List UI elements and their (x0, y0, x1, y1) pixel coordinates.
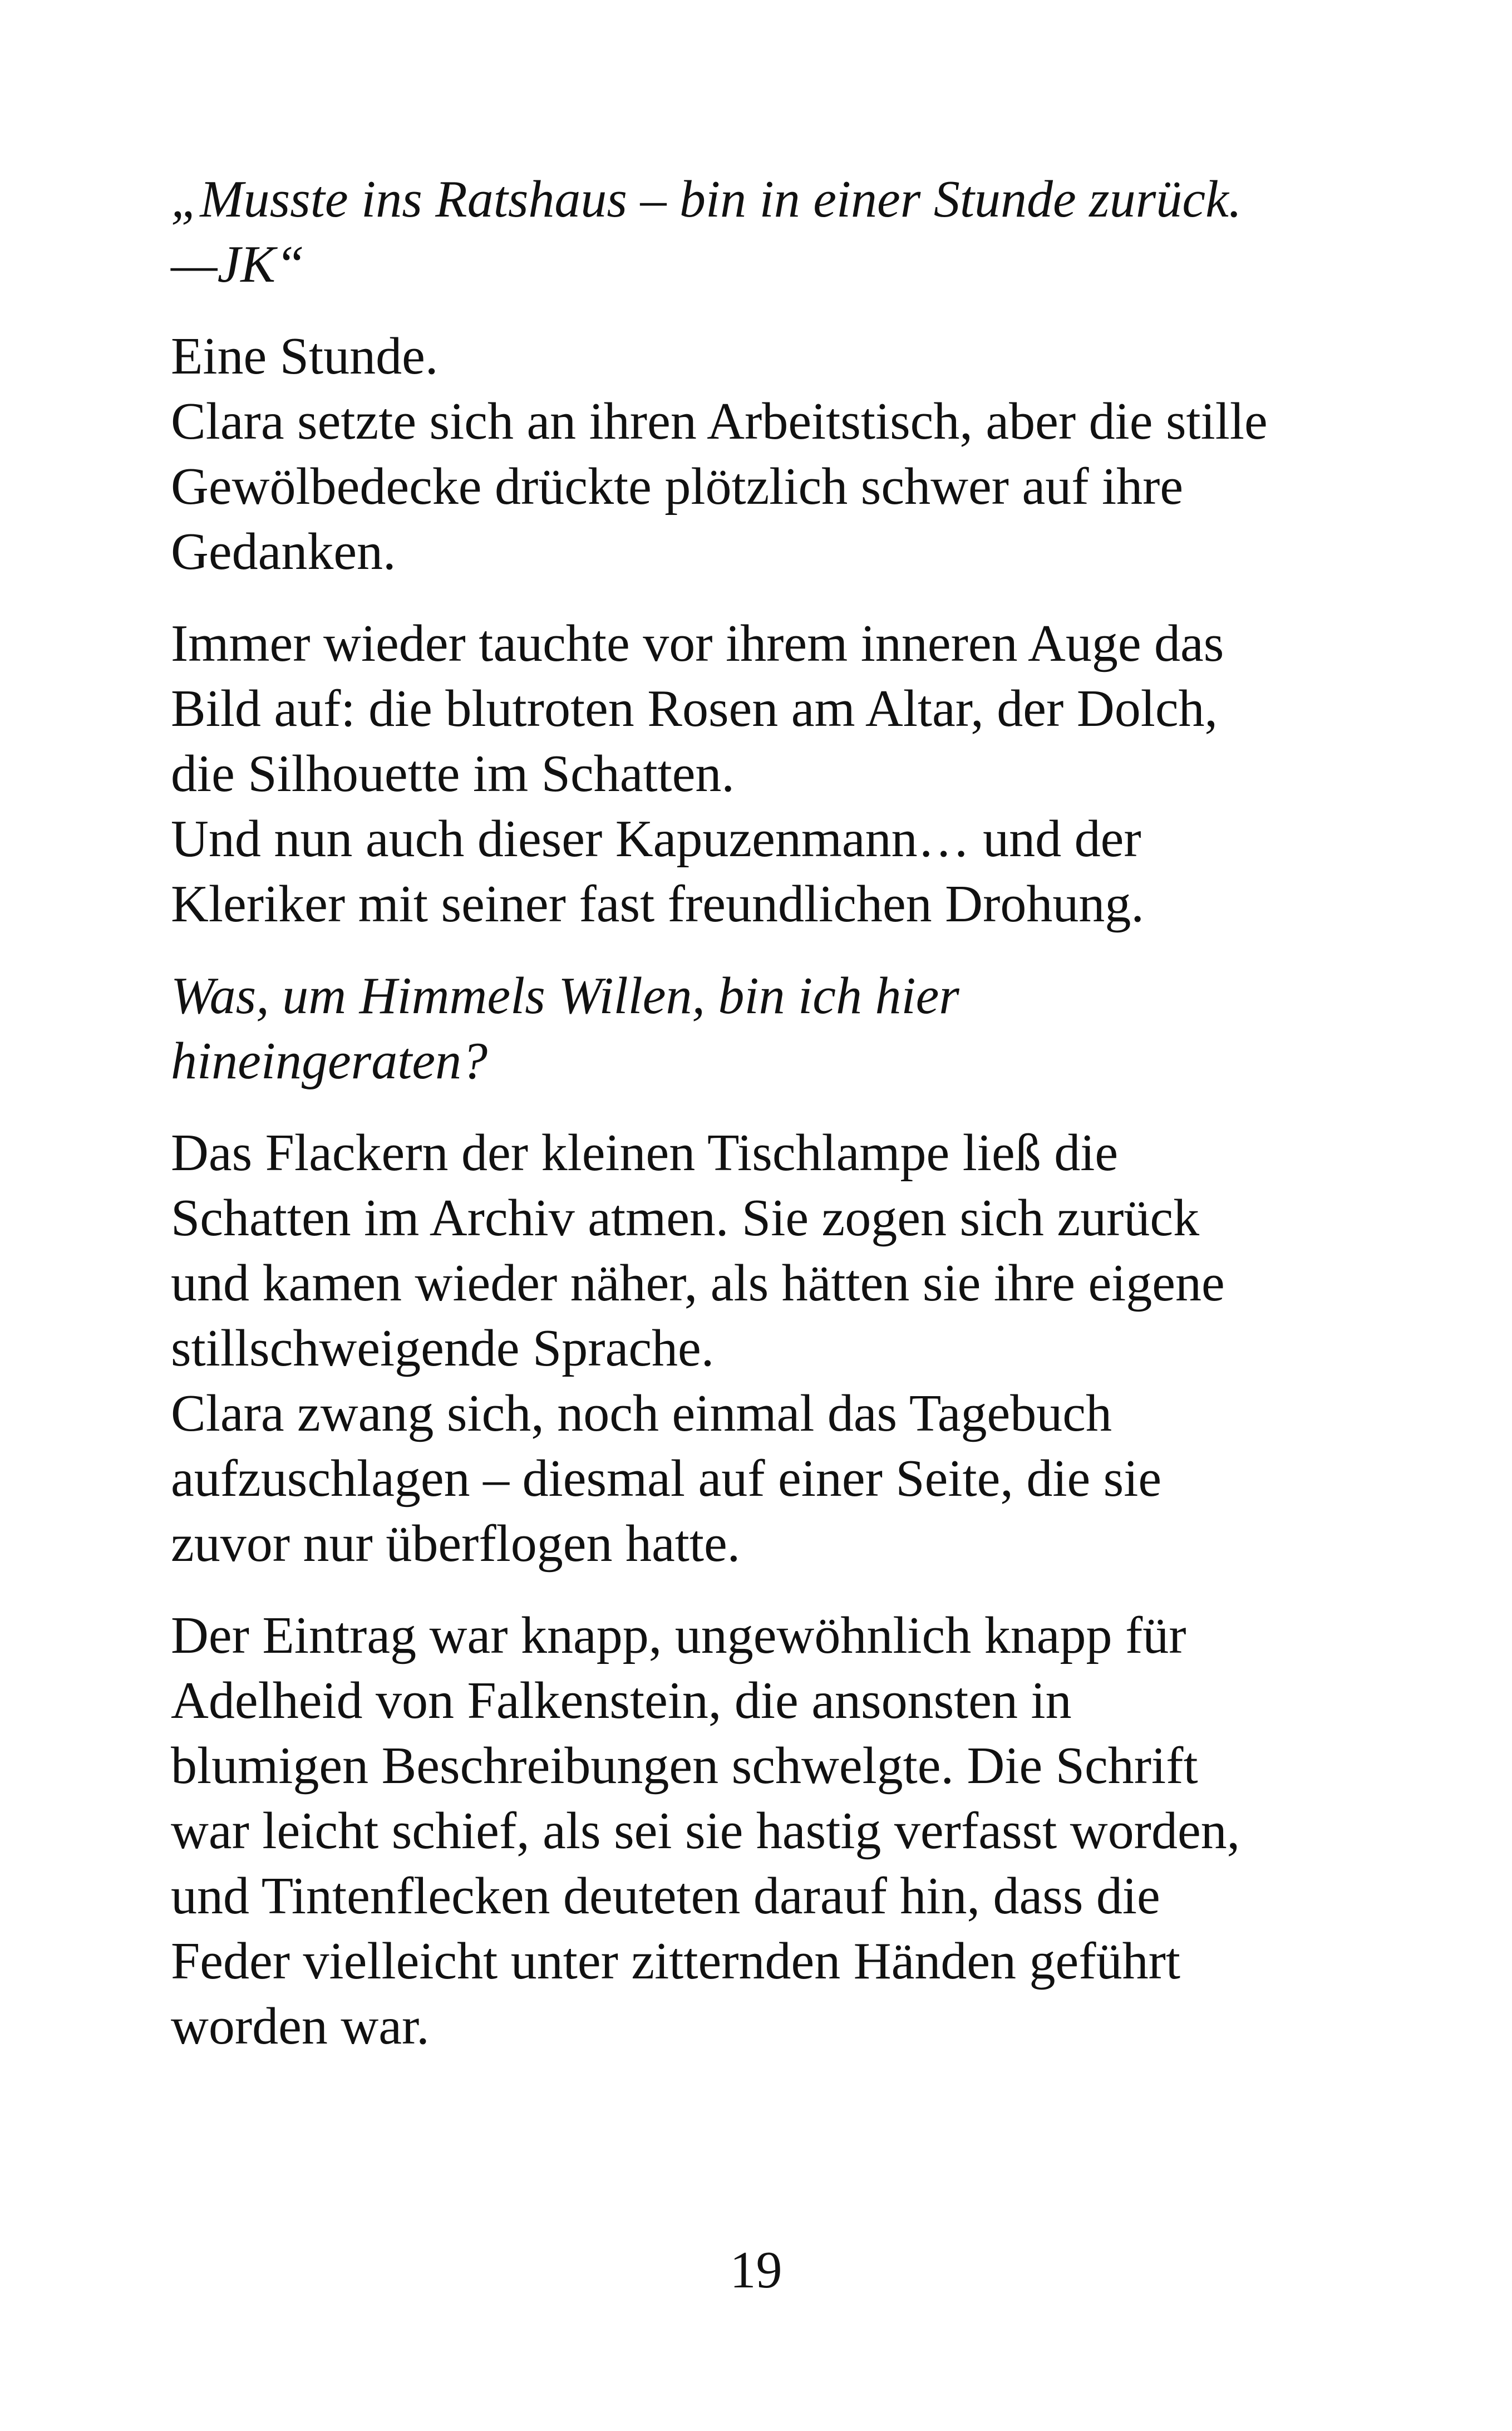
text-line: zuvor nur überflogen hatte. (171, 1515, 741, 1573)
body-text (171, 167, 1362, 2086)
text-line: Eine Stunde. (171, 327, 439, 385)
text-line: Adelheid von Falkenstein, die ansonsten in (171, 1672, 1072, 1730)
text-line: Clara zwang sich, noch einmal das Tagebuch (171, 1384, 1112, 1442)
text-line: Das Flackern der kleinen Tischlampe ließ die (171, 1124, 1119, 1182)
text-line: und kamen wieder näher, als hätten sie ihre eigene (171, 1254, 1225, 1312)
text-line: worden war. (171, 1997, 430, 2055)
text-line: Immer wieder tauchte vor ihrem inneren Auge das (171, 615, 1224, 672)
inner-thought-paragraph (171, 964, 1362, 1094)
page-number: 19 (730, 2241, 782, 2299)
text-line: Bild auf: die blutroten Rosen am Altar, der Dolch, (171, 680, 1218, 738)
text-line: —JK“ (171, 235, 305, 293)
text-line: aufzuschlagen – diesmal auf einer Seite, die sie (171, 1450, 1162, 1507)
text-line: hineingeraten? (171, 1032, 488, 1090)
text-line: stillschweigende Sprache. (171, 1319, 715, 1377)
text-line: Feder vielleicht unter zitternden Händen geführt (171, 1932, 1180, 1990)
text-line: und Tintenflecken deuteten darauf hin, dass die (171, 1867, 1160, 1925)
text-line: „Musste ins Ratshaus – bin in einer Stunde zurück. (171, 170, 1242, 228)
text-line: war leicht schief, als sei sie hastig verfasst worden, (171, 1802, 1240, 1860)
text-line: Schatten im Archiv atmen. Sie zogen sich zurück (171, 1189, 1200, 1247)
text-line: Gewölbedecke drückte plötzlich schwer auf ihre (171, 458, 1184, 515)
paragraph (171, 1121, 1362, 1577)
paragraph (171, 324, 1362, 585)
text-line: Clara setzte sich an ihren Arbeitstisch, aber die stille (171, 392, 1268, 450)
text-line: Der Eintrag war knapp, ungewöhnlich knapp für (171, 1607, 1186, 1664)
text-line: blumigen Beschreibungen schwelgte. Die Schrift (171, 1737, 1198, 1795)
text-line: Kleriker mit seiner fast freundlichen Drohung. (171, 875, 1144, 933)
paragraph (171, 1603, 1362, 2059)
text-line: Was, um Himmels Willen, bin ich hier (171, 967, 959, 1025)
paragraph (171, 611, 1362, 937)
text-line: Und nun auch dieser Kapuzenmann… und der (171, 810, 1141, 868)
note-quote-paragraph (171, 167, 1362, 297)
text-line: die Silhouette im Schatten. (171, 745, 735, 803)
text-line: Gedanken. (171, 523, 396, 581)
